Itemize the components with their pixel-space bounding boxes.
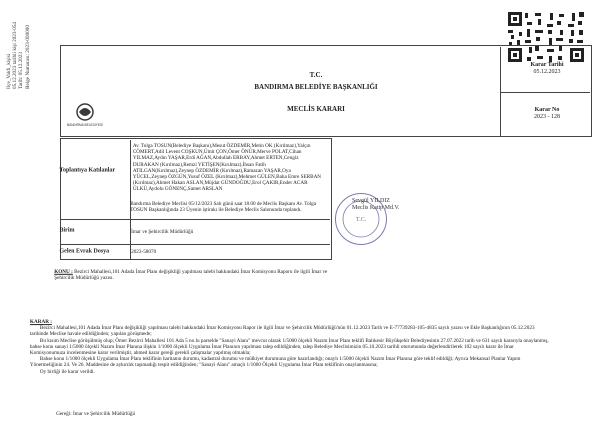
- decision-footer: Gereği: İmar ve Şehircilik Müdürlüğü: [56, 410, 136, 417]
- meeting-text: Bandırma Belediye Meclisi 05/12/2023 Salı günü saat 18.00 de Meclis Başkanı Av. Tolga TOSUN Başkanlığında 23 Üyenin iştirakı ile Belediye Meclis Salonunda toplandı.: [130, 200, 317, 213]
- decision-paragraph: Oy birliği ile karar verildi.: [39, 368, 95, 375]
- decision-paragraph: Bezirci Mahallesi,101 Adada İmar Planı değişikliği yapılması talebi hakkındaki İmar Komisyonu Rapor ile ilgili İmar ve Şehircilik Müdürlüğü'nün 01.12.2023 Tarih ve E-77739283-105-4835 sayılı yazısı ve Ekle Başkanlığının 05.12.2023 tarihinde Meclise havale edildiğinden; yapılan görüşmede;: [29, 325, 535, 338]
- logo-text: BANDIRMA BELEDİYESİ: [66, 123, 104, 127]
- esign-line: Ilçe_Vakfı_kişisi: [6, 53, 12, 89]
- decision-date-label: Karar Tarihi: [530, 62, 564, 68]
- seal-title: Meclis Katip Md.V.: [352, 205, 400, 211]
- bandirma-logo-icon: [66, 100, 104, 130]
- institution-title: BANDIRMA BELEDİYE BAŞKANLIĞI: [254, 83, 378, 91]
- attendees-label: Toplantıya Katılanlar: [59, 167, 116, 174]
- seal-name: Sevgül YILDIZ: [352, 198, 390, 204]
- subject-label: KONU :: [54, 268, 73, 275]
- tc-label: T.C.: [309, 71, 323, 79]
- attendees-text: Av. Tolga TOSUN(Belediye Başkanı),Mesut ÖZDEMİR,Metin OK (Kırılmaz),Yalçın CÖMERT,Adil Levent COŞKUN,Ümit ÇON,Ömer ÖNÜR,Merve POLAT,Cihan YILMAZ,Aydın YAŞAR,Erdi AĞAN,Abdullah ERBAY,Ahmet ERTEN,Cengiz DURAKAN (Kırılmaz),Remzi YETİŞEN(Kırılmaz),İhsan Fatih ATILGAN(Kırılmaz),Zeynep ÖZDEMİR (Kırılmaz),Ramazan YAŞAR,Oya YÜCEL,Zeynep ÖZGÜN,Yusuf ÖZEL (Kırılmaz),Mehmet GÜLEN,Baha Emre SERBAN (Kırılmaz),Ahmet Hakan ASLAN,Müjdat GÜNDOĞDU,Erol ÇAKIR,Ender ACAR ÜLKÜ,Aydolu GÖNENÇ,Samet ARSLAN: [132, 143, 322, 193]
- incoming-value: 2023-58070: [131, 248, 157, 255]
- unit-label: Birim: [59, 227, 75, 234]
- decision-paragraph: Bu kısım Meclise görüşülmüş olup; Ömer Bezirci Mahallesi 101 Ada 5 no.lu parselde "Sanayi Alanı" mevcut olarak 1/5000 ölçekli Nazım İmar Planı teklifi Balıkesir Büyükşehir Belediyesinin 27.07.2022 tarih ve 631 sayılı kararıyla onaylanmış, bahse konu sanayi 1/5000 ölçekli Nazım İmar Planına ilişkin 1/1000 ölçekli Uygulama İmar Planının yapılması talep edildiğinden, talep Belediye Meclisimizin 05.10.2023 tarihli oturumunda değerlendirilerek 102 sayılı karar ile İmar Komisyonumuza incelenmesine karar verilmiştir, ahmed karar gereği gerekli çalışmalar yapılmış olmakla;: [29, 337, 549, 357]
- subject-text: Bezirci Mahallesi,101 Adada İmar Planı değişikliği yapılması talebi hakkındaki İmar Komisyonu Raporu ile ilgili İmar ve Şehircilik Müdürlüğü yazısı.: [54, 268, 328, 281]
- decision-paragraph: Bahse konu 1/1000 ölçekli Uygulama İmar Planı teklifinin haritanın durumu, kadastral durumu ve mülkiyet durumuna göre hazırlandığı; onaylı 1/5000 ölçekli Nazım İmar Planına göre teklif edildiği; Ayrıca Mekansal Planlar Yapım Yönetmeliğinin 24. Ve 26. Maddesine de aykırılık taşımadığı tespit edildiğinden; "Sanayi Alanı" amaçlı 1/1000 Ölçekli Uygulama İmar Planı teklifinin onaylanmasına;: [29, 356, 521, 369]
- incoming-label: Gelen Evrak Dosya: [59, 248, 110, 255]
- esign-line: Tarih: 05.12.2023: [18, 52, 25, 89]
- decision-no: 2023 - 128: [534, 114, 560, 120]
- unit-value: İmar ve Şehircilik Müdürlüğü: [131, 228, 194, 235]
- esign-line: Belge Numarası: 2023-000000: [24, 25, 31, 89]
- esign-line: 05.12.2023 tarihli kişi 2023-054: [12, 21, 19, 89]
- decision-date: 05.12.2023: [533, 69, 561, 75]
- doc-type-title: MECLİS KARARI: [287, 105, 345, 113]
- decision-no-label: Karar No: [534, 107, 560, 113]
- decision-label: KARAR :: [29, 319, 52, 326]
- svg-text:T.C.: T.C.: [355, 217, 367, 223]
- decision-block: [30, 319, 550, 375]
